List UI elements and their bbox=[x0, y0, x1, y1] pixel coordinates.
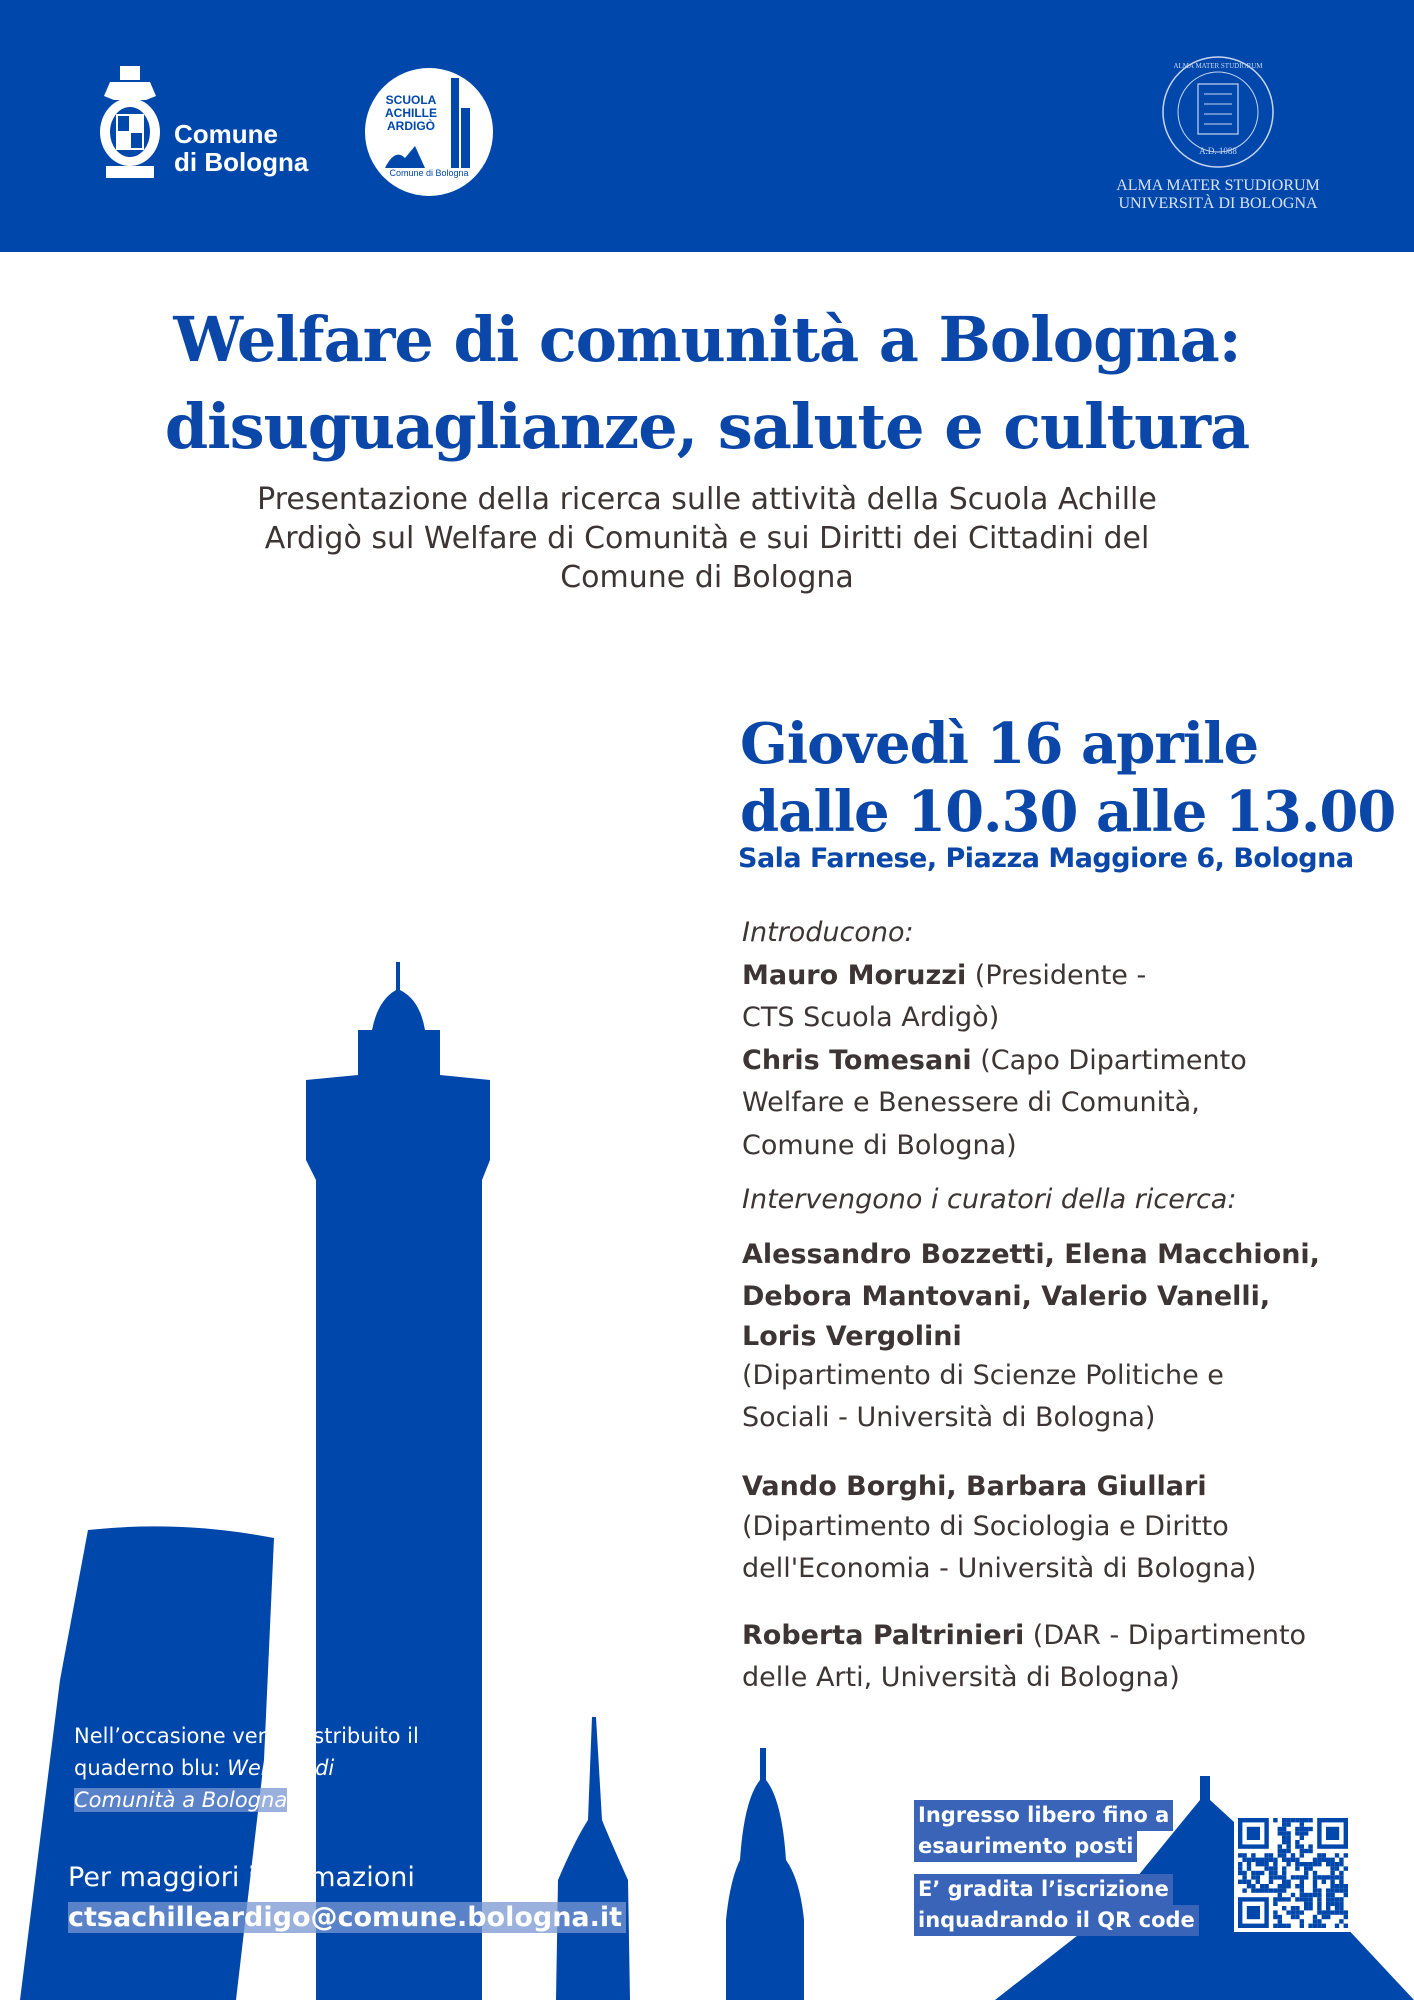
seal-text: ALMA MATER STUDIORUM bbox=[1173, 62, 1263, 70]
event-time: dalle 10.30 alle 13.00 bbox=[740, 779, 1396, 845]
info-label: Per maggiori informazioni bbox=[68, 1862, 415, 1893]
note-line3: Comunità a Bologna bbox=[74, 1788, 288, 1812]
speaker-names: Loris Vergolini bbox=[742, 1320, 962, 1352]
intro-speaker bbox=[742, 955, 1402, 998]
speaker-names: Debora Mantovani, Valerio Vanelli, bbox=[742, 1281, 1271, 1312]
unibo-line2: UNIVERSITÀ DI BOLOGNA bbox=[1118, 195, 1318, 212]
speaker-names: Roberta Paltrinieri bbox=[742, 1619, 1025, 1651]
registration-line2: inquadrando il QR code bbox=[914, 1905, 1199, 1936]
speaker-affiliation: (Dipartimento di Sociologia e Diritto bbox=[742, 1510, 1229, 1542]
scuola-arc-text: Comune di Bologna bbox=[389, 168, 469, 178]
registration-line1: E’ gradita l’iscrizione bbox=[914, 1874, 1173, 1905]
quaderno-note bbox=[74, 1720, 419, 1816]
scuola-line1: SCUOLA bbox=[385, 93, 437, 107]
asinelli-tower bbox=[306, 962, 490, 2000]
unibo-line1: ALMA MATER STUDIORUM bbox=[1116, 177, 1320, 194]
note-text: quaderno blu: bbox=[74, 1756, 228, 1780]
intro-label: Introducono: bbox=[742, 917, 914, 948]
speaker-affiliation: (Dipartimento di Scienze Politiche e bbox=[742, 1359, 1224, 1391]
speaker-name: Mauro Moruzzi bbox=[742, 959, 967, 991]
qr-code-icon[interactable] bbox=[1234, 1814, 1352, 1932]
speaker-role: Comune di Bologna) bbox=[742, 1129, 1017, 1161]
speaker-names: Vando Borghi, Barbara Giullari bbox=[742, 1470, 1207, 1502]
contact-email-link[interactable]: ctsachilleardigo@comune.bologna.it bbox=[68, 1902, 626, 1933]
speaker-role: (Capo Dipartimento bbox=[971, 1044, 1247, 1076]
scuola-line3: ARDIGÒ bbox=[387, 119, 435, 133]
dome-tower bbox=[726, 1748, 804, 2000]
speaker-role: CTS Scuola Ardigò) bbox=[742, 1002, 1000, 1033]
entry-line1: Ingresso libero fino a bbox=[914, 1800, 1173, 1831]
seal-year: A.D. 1088 bbox=[1199, 146, 1237, 156]
program bbox=[742, 912, 1402, 1700]
speaker-role: (Presidente - bbox=[966, 959, 1147, 991]
note-line1: Nell’occasione verrà distribuito il bbox=[74, 1724, 419, 1748]
title-line1: Welfare di comunità a Bologna: bbox=[173, 303, 1241, 376]
speaker-affiliation: dell'Economia - Università di Bologna) bbox=[742, 1553, 1257, 1584]
event-location: Sala Farnese, Piazza Maggiore 6, Bologna bbox=[738, 843, 1354, 874]
note-line2 bbox=[74, 1752, 419, 1784]
speaker-names: Alessandro Bozzetti, Elena Macchioni, bbox=[742, 1238, 1320, 1270]
subtitle-line1: Presentazione della ricerca sulle attività della Scuola Achille bbox=[257, 482, 1157, 517]
subtitle-line2: Ardigò sul Welfare di Comunità e sui Diritti dei Cittadini del bbox=[264, 521, 1150, 556]
note-italic: Welfare di bbox=[227, 1756, 335, 1780]
comune-line2: di Bologna bbox=[174, 147, 309, 177]
speaker-role: Welfare e Benessere di Comunità, bbox=[742, 1087, 1200, 1118]
speakers-label: Intervengono i curatori della ricerca: bbox=[742, 1184, 1237, 1215]
speaker-name: Chris Tomesani bbox=[742, 1044, 972, 1076]
intro-speaker bbox=[742, 1040, 1402, 1083]
speaker-affiliation: (DAR - Dipartimento bbox=[1024, 1619, 1307, 1651]
comune-line1: Comune bbox=[174, 119, 278, 149]
event-date: Giovedì 16 aprile bbox=[740, 711, 1259, 777]
speaker-affiliation: delle Arti, Università di Bologna) bbox=[742, 1662, 1180, 1693]
subtitle-line3: Comune di Bologna bbox=[560, 560, 854, 595]
contact-info bbox=[68, 1858, 626, 1938]
speaker-line bbox=[742, 1615, 1402, 1658]
title-line2: disuguaglianze, salute e cultura bbox=[164, 390, 1250, 463]
scuola-line2: ACHILLE bbox=[385, 106, 437, 120]
entry-line2: esaurimento posti bbox=[914, 1831, 1137, 1862]
entry-info bbox=[914, 1800, 1199, 1936]
speaker-affiliation: Sociali - Università di Bologna) bbox=[742, 1402, 1156, 1433]
